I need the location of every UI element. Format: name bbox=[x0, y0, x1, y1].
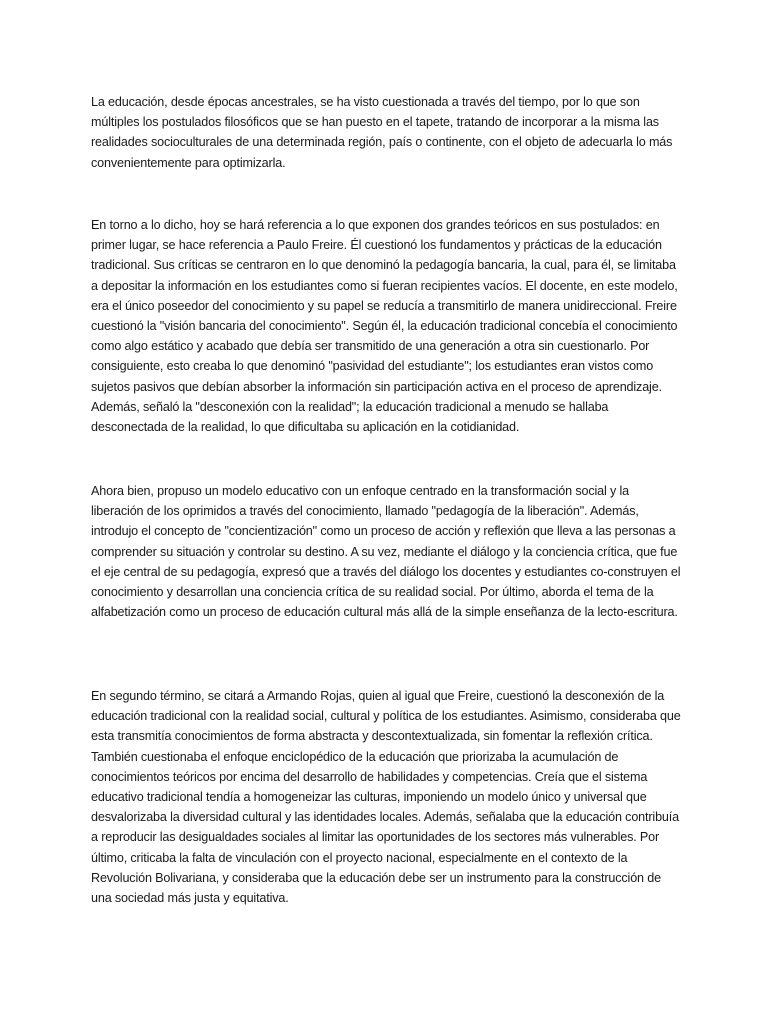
paragraph-intro: La educación, desde épocas ancestrales, se ha visto cuestionada a través del tiempo, por lo que son múltiples los postulados filosóficos que se han puesto en el tapete, tratando de incorporar a la misma las realidades socioculturales de una determinada región, país o continente, con el objeto de adecuarla lo más convenientemente para optimizarla. bbox=[91, 95, 673, 170]
paragraph-freire-proposal: Ahora bien, propuso un modelo educativo con un enfoque centrado en la transformación social y la liberación de los oprimidos a través del conocimiento, llamado "pedagogía de la liberación". Además, introdujo el concepto de "concientización" como un proceso de acción y reflexión que lleva a las personas a comprender su situación y controlar su destino. A su vez, mediante el diálogo y la conciencia crítica, que fue el eje central de su pedagogía, expresó que a través del diálogo los docentes y estudiantes co-construyen el conocimiento y desarrollan una conciencia crítica de su realidad social. Por último, aborda el tema de la alfabetización como un proceso de educación cultural más allá de la simple enseñanza de la lecto-escritura. bbox=[91, 484, 681, 620]
paragraph-freire-critique: En torno a lo dicho, hoy se hará referencia a lo que exponen dos grandes teóricos en sus postulados: en primer lugar, se hace referencia a Paulo Freire. Él cuestionó los fundamentos y prácticas de la educación tradicional. Sus críticas se centraron en lo que denominó la pedagogía bancaria, la cual, para él, se limitaba a depositar la información en los estudiantes como si fueran recipientes vacíos. El docente, en este modelo, era el único poseedor del conocimiento y su papel se reducía a transmitirlo de manera unidireccional. Freire cuestionó la "visión bancaria del conocimiento". Según él, la educación tradicional concebía el conocimiento como algo estático y acabado que debía ser transmitido de una generación a otra sin cuestionarlo. Por consiguiente, esto creaba lo que denominó "pasividad del estudiante"; los estudiantes eran vistos como sujetos pasivos que debían absorber la información sin participación activa en el proceso de aprendizaje. Además, señaló la "desconexión con la realidad"; la educación tradicional a menudo se hallaba desconectada de la realidad, lo que dificultaba su aplicación en la cotidianidad. bbox=[91, 218, 678, 435]
paragraph-rojas: En segundo término, se citará a Armando Rojas, quien al igual que Freire, cuestionó la desconexión de la educación tradicional con la realidad social, cultural y política de los estudiantes. Asimismo, consideraba que esta transmitía conocimientos de forma abstracta y descontextualizada, sin fomentar la reflexión crítica. También cuestionaba el enfoque enciclopédico de la educación que priorizaba la acumulación de conocimientos teóricos por encima del desarrollo de habilidades y competencias. Creía que el sistema educativo tradicional tendía a homogeneizar las culturas, imponiendo un modelo único y universal que desvalorizaba la diversidad cultural y las identidades locales. Además, señalaba que la educación contribuía a reproducir las desigualdades sociales al limitar las oportunidades de los sectores más vulnerables. Por último, criticaba la falta de vinculación con el proyecto nacional, especialmente en el contexto de la Revolución Bolivariana, y consideraba que la educación debe ser un instrumento para la construcción de una sociedad más justa y equitativa. bbox=[91, 689, 681, 906]
